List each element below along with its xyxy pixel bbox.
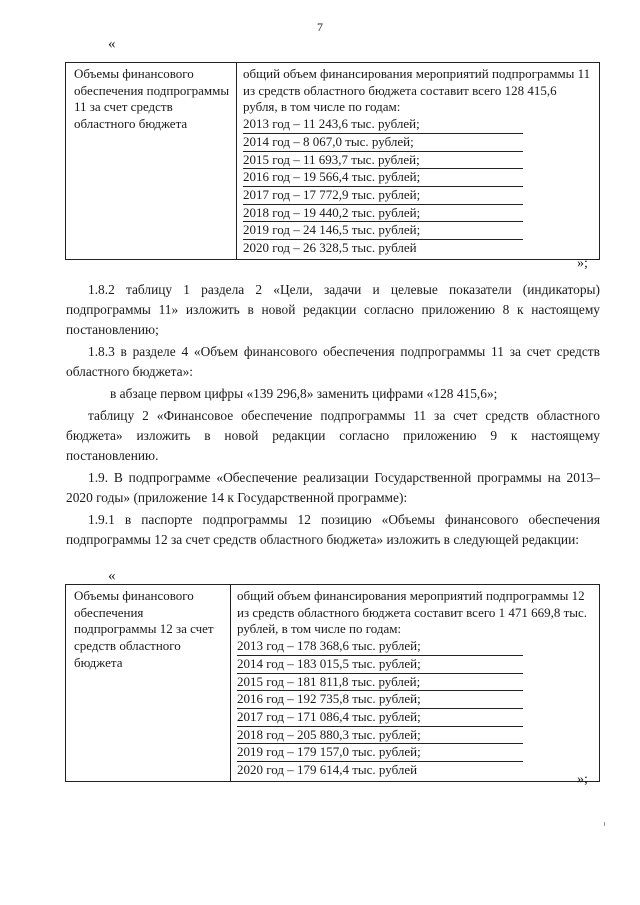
table2-year-item: 2019 год – 179 157,0 тыс. рублей;	[237, 744, 523, 762]
table1-year-item: 2020 год – 26 328,5 тыс. рублей	[243, 240, 417, 256]
table2-year-item: 2013 год – 178 368,6 тыс. рублей;	[237, 638, 523, 656]
table2-year-item: 2018 год – 205 880,3 тыс. рублей;	[237, 727, 523, 745]
table2-years-list	[237, 638, 593, 779]
paragraph-1-8-3: 1.8.3 в разделе 4 «Объем финансового обеспечения подпрограммы 11 за счет средств областного бюджета»:	[66, 344, 600, 379]
table1-years-list	[243, 116, 593, 257]
open-quote-2: «	[108, 568, 116, 584]
close-quote-2: »;	[577, 772, 588, 787]
paragraph-1-9-1: 1.9.1 в паспорте подпрограммы 12 позицию «Объемы финансового обеспечения подпрограммы 12 за счет средств областного бюджета» изложить в следующей редакции:	[66, 512, 600, 547]
funding-table-subprogram-12	[65, 584, 600, 782]
table1-year-item: 2017 год – 17 772,9 тыс. рублей;	[243, 187, 523, 205]
table2-label: Объемы финансового обеспечения подпрограммы 12 за счет средств областного бюджета	[66, 585, 231, 782]
paragraph-1-8-2: 1.8.2 таблицу 1 раздела 2 «Цели, задачи и целевые показатели (индикаторы) подпрограммы 11» изложить в новой редакции согласно приложению 8 к настоящему постановлению;	[66, 282, 600, 337]
table2-year-item: 2020 год – 179 614,4 тыс. рублей	[237, 762, 418, 778]
table2-year-item: 2016 год – 192 735,8 тыс. рублей;	[237, 691, 523, 709]
paragraph-figures: в абзаце первом цифры «139 296,8» заменить цифрами «128 415,6»;	[110, 386, 498, 401]
table2-year-item: 2015 год – 181 811,8 тыс. рублей;	[237, 674, 523, 692]
table1-year-item: 2014 год – 8 067,0 тыс. рублей;	[243, 134, 523, 152]
open-quote-1: «	[108, 36, 116, 52]
table1-year-item: 2013 год – 11 243,6 тыс. рублей;	[243, 116, 523, 134]
paragraph-table-2: таблицу 2 «Финансовое обеспечение подпрограммы 11 за счет средств областного бюджета» изложить в новой редакции согласно приложению 9 к настоящему постановлению.	[66, 408, 600, 463]
table2-year-item: 2014 год – 183 015,5 тыс. рублей;	[237, 656, 523, 674]
page-number: 7	[317, 20, 323, 34]
table1-intro: общий объем финансирования мероприятий подпрограммы 11 из средств областного бюджета составит всего 128 415,6 рубля, в том числе по годам:	[243, 66, 591, 115]
paragraph-1-9: 1.9. В подпрограмме «Обеспечение реализации Государственной программы на 2013–2020 годы» (приложение 14 к Государственной программе):	[66, 470, 600, 505]
table1-value	[237, 63, 600, 260]
table1-year-item: 2019 год – 24 146,5 тыс. рублей;	[243, 222, 523, 240]
table2-value	[231, 585, 600, 782]
table2-intro: общий объем финансирования мероприятий подпрограммы 12 из средств областного бюджета составит всего 1 471 669,8 тыс. рублей, в том числе по годам:	[237, 588, 588, 637]
table1-year-item: 2016 год – 19 566,4 тыс. рублей;	[243, 169, 523, 187]
scan-artifact	[604, 822, 605, 826]
table1-year-item: 2015 год – 11 693,7 тыс. рублей;	[243, 152, 523, 170]
table1-label: Объемы финансового обеспечения подпрограммы 11 за счет средств областного бюджета	[66, 63, 237, 260]
funding-table-subprogram-11	[65, 62, 600, 260]
close-quote-1: »;	[577, 256, 588, 271]
table1-year-item: 2018 год – 19 440,2 тыс. рублей;	[243, 205, 523, 223]
table2-year-item: 2017 год – 171 086,4 тыс. рублей;	[237, 709, 523, 727]
